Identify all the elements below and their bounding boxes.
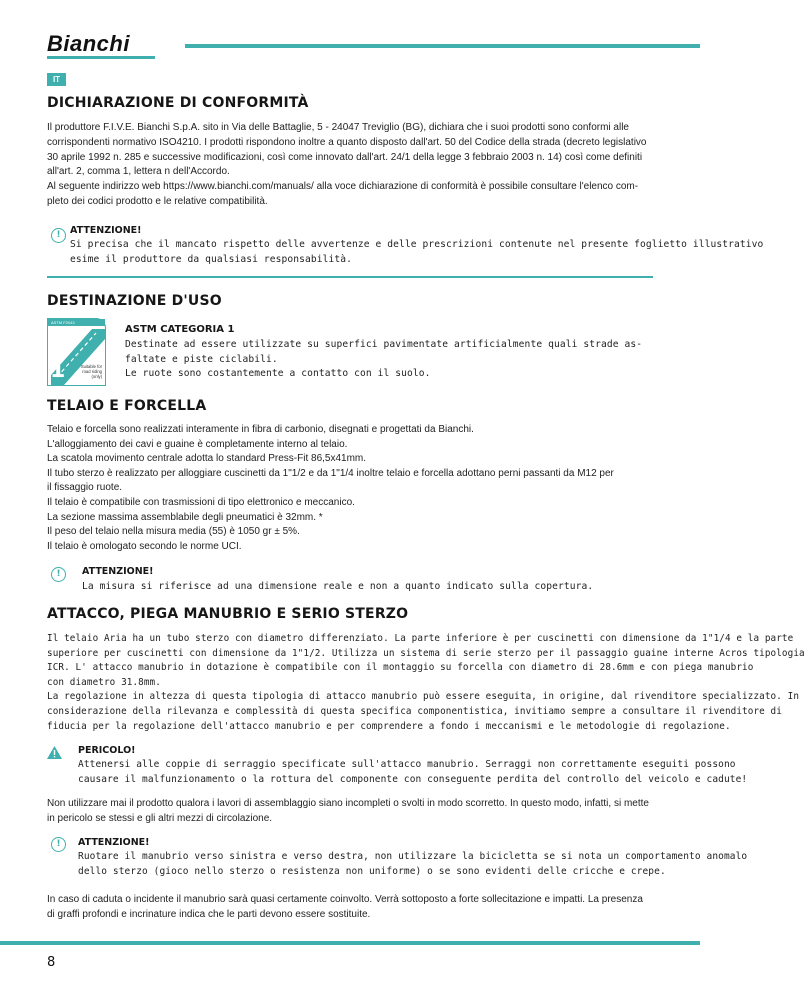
warning-line: Ruotare il manubrio verso sinistra e verso destra, non utilizzare la bicicletta se si nota un comportamento anomalo [78,851,748,862]
astm-caption-line: road riding [82,369,102,374]
body-line: il fissaggio ruote. [47,482,123,494]
body-line: Il telaio Aria ha un tubo sterzo con diametro differenziato. La parte inferiore è per cuscinetti con dimensione da 1"1/4 e la parte [47,633,794,644]
body-line: con diametro 31.8mm. [47,676,161,688]
logo-underline [47,56,155,59]
body-line: fiducia per la regolazione dell'attacco manubrio e per comprendere a fondo i meccanismi e le metodologie di regolazione. [47,720,731,732]
stem-mid-body [47,797,649,827]
body-line: corrispondenti normativo ISO4210. I prodotti rispondono inoltre a quanto disposto dall'art. 50 del Codice della strada (decreto legislativo [47,136,647,148]
warning-line: Si precisa che il mancato rispetto delle avvertenze e delle prescrizioni contenute nel presente foglietto illustrativo [70,239,764,250]
body-line: di graffi profondi e incrinature indica che le parti devono essere sostituite. [47,908,371,920]
body-line: Le ruote sono costantemente a contatto con il suolo. [125,368,431,380]
intended-use-body [125,338,642,382]
body-line: Il produttore F.I.V.E. Bianchi S.p.A. sito in Via delle Battaglie, 5 - 24047 Treviglio (BG), dichiara che i suoi prodotti sono conformi alle [47,122,629,133]
info-icon: ! [51,567,66,582]
section-title-frame: TELAIO E FORCELLA [47,398,207,414]
section-title-intended-use: DESTINAZIONE D'USO [47,293,222,309]
warning-body [70,238,763,267]
astm-caption [75,364,102,379]
body-line: pleto dei codici prodotto e le relative compatibilità. [47,195,268,207]
body-line: faltate e piste ciclabili. [125,353,278,365]
body-line: La sezione massima assemblabile degli pneumatici è 32mm. * [47,511,323,523]
body-line: Il telaio è omologato secondo le norme UCI. [47,540,242,552]
warning-body [82,580,593,595]
body-line: Telaio e forcella sono realizzati interamente in fibra di carbonio, disegnati e progettati da Bianchi. [47,424,474,435]
info-icon: ! [51,837,66,852]
language-badge: IT [47,73,66,86]
stem-end-body [47,893,643,923]
page-number: 8 [47,955,56,970]
body-line: L'alloggiamento dei cavi e guaine è completamente interno al telaio. [47,438,348,450]
danger-icon [47,746,62,759]
body-line: Al seguente indirizzo web https://www.bianchi.com/manuals/ alla voce dichiarazione di conformità è possibile consultare l'elenco com- [47,181,639,193]
astm-category-title: ASTM CATEGORIA 1 [125,324,235,335]
body-line: Il peso del telaio nella misura media (55) è 1050 gr ± 5%. [47,526,300,538]
body-line: all'art. 2, comma 1, lettera n dell'Accordo. [47,166,230,178]
body-line: Il tubo sterzo è realizzato per alloggiare cuscinetti da 1"1/2 e da 1"1/4 inoltre telaio e forcella adottano perni passanti da M12 per [47,467,614,479]
footer-rule [0,941,700,945]
astm-number: 1 [50,358,66,383]
warning-line: esime il produttore da qualsiasi responsabilità. [70,253,353,265]
section-title-conformity: DICHIARAZIONE DI CONFORMITÀ [47,95,309,111]
danger-body [78,758,747,787]
danger-title: PERICOLO! [78,745,136,756]
warning-title: ATTENZIONE! [78,837,150,848]
astm-category-icon [47,318,106,386]
warning-title: ATTENZIONE! [82,566,154,577]
section-title-stem: ATTACCO, PIEGA MANUBRIO E SERIO STERZO [47,606,409,622]
body-line: 30 aprile 1992 n. 285 e successive modificazioni, così come innovato dall'art. 24/1 della legge 3 febbraio 2003 n. 14) così come definiti [47,151,643,163]
frame-body [47,423,614,554]
body-line: in pericolo se stessi e gli altri mezzi di circolazione. [47,812,273,824]
danger-line: Attenersi alle coppie di serraggio specificate sull'attacco manubrio. Serraggi non correttamente eseguiti possono [78,759,736,770]
body-line: Destinate ad essere utilizzate su superfici pavimentate artificialmente quali strade as- [125,339,643,350]
warning-title: ATTENZIONE! [70,225,142,236]
astm-caption-line: (only) [91,374,102,379]
body-line: considerazione della rilevanza e complessità di questa specifica componentistica, invitiamo sempre a consultare il rivenditore di [47,705,782,717]
body-line: ICR. L' attacco manubrio in dotazione è compatibile con il montaggio su forcella con diametro di 28.6mm e con piega manubrio [47,662,754,674]
body-line: La regolazione in altezza di questa tipologia di attacco manubrio può essere eseguita, in origine, dal rivenditore specializzato. In [47,691,800,703]
warning-body [78,850,747,879]
section-divider [47,276,653,278]
astm-caption-line: Suitable for [80,364,102,369]
body-line: In caso di caduta o incidente il manubrio sarà quasi certamente coinvolto. Verrà sottoposto a forte sollecitazione e impatti. La presenza [47,894,643,905]
warning-line: La misura si riferisce ad una dimensione reale e non a quanto indicato sulla copertura. [82,581,594,592]
astm-header-text: ASTM F2043 [51,320,75,325]
warning-line: dello sterzo (gioco nello sterzo o resistenza non uniforme) o se sono evidenti delle cricche e crepe. [78,865,666,877]
body-line: La scatola movimento centrale adotta lo standard Press-Fit 86,5x41mm. [47,453,367,465]
conformity-body [47,121,646,210]
info-icon: ! [51,228,66,243]
header-rule [185,44,700,48]
stem-body [47,632,805,734]
danger-line: causare il malfunzionamento o la rottura del componente con conseguente perdita del controllo del veicolo e cadute! [78,773,748,785]
body-line: Non utilizzare mai il prodotto qualora i lavori di assemblaggio siano incompleti o svolti in modo scorretto. In questo modo, infatti, si mette [47,798,649,809]
body-line: Il telaio è compatibile con trasmissioni di tipo elettronico e meccanico. [47,496,355,508]
brand-logo: Bianchi [47,31,130,56]
body-line: superiore per cuscinetti con dimensione da 1"1/2. Utilizza un sistema di serie sterzo per il passaggio guaine interne Acros tipologia [47,647,805,659]
